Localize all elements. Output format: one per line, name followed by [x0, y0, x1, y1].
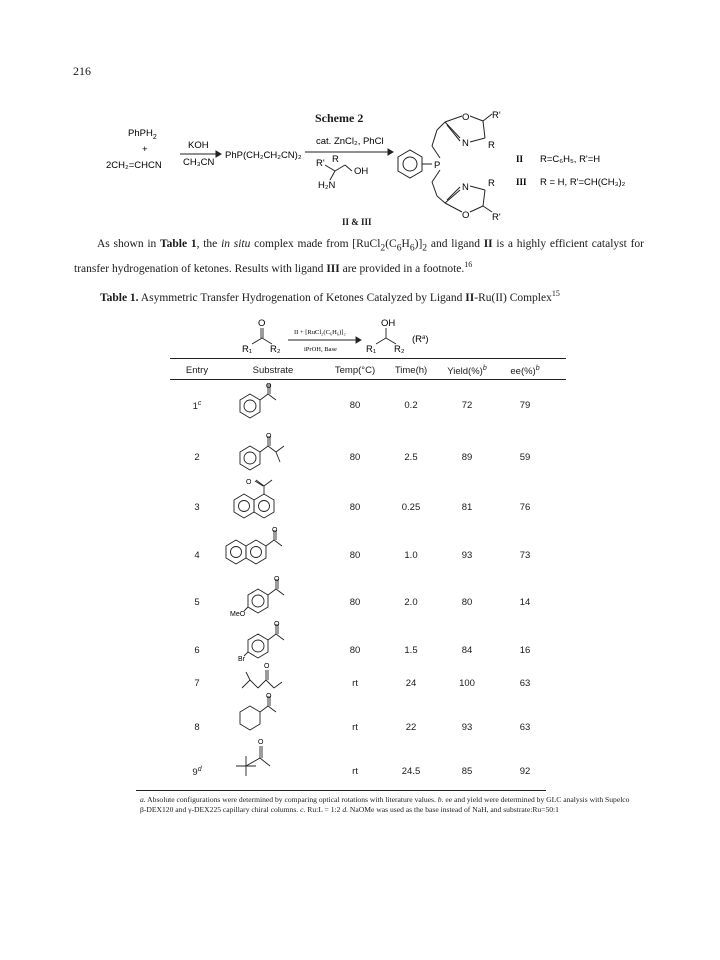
- row-5-time: 2.0: [404, 597, 418, 608]
- row-8-time: 22: [405, 722, 417, 733]
- condition-zncl2: cat. ZnCl₂, PhCl: [316, 136, 384, 147]
- row-8-temp: rt: [352, 722, 358, 733]
- table-reaction-scheme: [240, 318, 520, 360]
- condition-r-prime: R': [316, 158, 325, 169]
- substrate-1-acetonaphthone: [234, 480, 274, 518]
- row-7-entry: 7: [194, 678, 200, 689]
- row-4-entry: 4: [194, 550, 200, 561]
- row-2-ee: 59: [519, 452, 531, 463]
- reaction-oh-label: OH: [381, 318, 396, 329]
- row-9-ee: 92: [519, 766, 531, 777]
- ligand-label: II & III: [342, 217, 372, 227]
- ligand-ii-definition: R=C₆H₅, R'=H: [540, 154, 601, 165]
- row-6-temp: 80: [349, 645, 361, 656]
- substrate-aliphatic-ketone: [242, 670, 282, 688]
- condition-oh: OH: [354, 166, 369, 177]
- entry2-o: O: [266, 433, 272, 440]
- body-paragraph: As shown in Table 1, the in situ complex made from $[RuCl_2(C_6H_6)]_2$ and ligand II is a highly efficient catalyst for transfer hydrogenation of ketones. Results with ligand III are provided in a footnote.$^{16}$: [74, 238, 644, 276]
- methoxy-label: MeO: [230, 611, 246, 618]
- atom-o-top: O: [462, 112, 470, 123]
- entry1-o: O: [266, 383, 272, 390]
- row-6-ee: 16: [519, 645, 531, 656]
- substrate-2-acetonaphthone: [226, 530, 282, 564]
- atom-o-bottom: O: [462, 210, 470, 221]
- row-5-yield: 80: [461, 597, 473, 608]
- row-7-yield: 100: [459, 678, 475, 689]
- header-temp: Temp(°C): [334, 365, 376, 376]
- scheme-2-diagram: [80, 108, 680, 238]
- row-5-entry: 5: [194, 597, 200, 608]
- row-4-temp: 80: [349, 550, 361, 561]
- table-top-rule: [170, 358, 566, 359]
- reactant-phph2: PhPH$_2$: [128, 128, 157, 141]
- substrate-4-bromoacetophenone: [244, 624, 284, 658]
- row-7-temp: rt: [352, 678, 358, 689]
- substrate-cyclohexyl-methyl-ketone: [240, 696, 276, 730]
- table-caption: Table 1. Asymmetric Transfer Hydrogenation of Ketones Catalyzed by Ligand II-Ru(II) Complex$^{15}$: [100, 289, 560, 304]
- footnote-ref-16: 16: [464, 260, 473, 270]
- atom-r-prime-bottom: R': [492, 212, 501, 223]
- condition-r: R: [332, 154, 339, 165]
- row-8-ee: 63: [519, 722, 531, 733]
- entry4-o: O: [272, 527, 278, 534]
- condition-h2n: H₂N: [318, 180, 336, 191]
- row-2-time: 2.5: [404, 452, 418, 463]
- header-yield: Yield(%)$^b$: [447, 365, 487, 378]
- row-8-entry: 8: [194, 722, 200, 733]
- reaction-r1-left: R₁: [242, 344, 253, 355]
- header-ee: ee(%)$^b$: [510, 365, 540, 378]
- ligand-iii-definition: R = H, R'=CH(CH₃)₂: [540, 177, 626, 188]
- reaction-r2-left: R₂: [270, 344, 281, 355]
- entry8-o: O: [266, 693, 272, 700]
- row-3-entry: 3: [194, 502, 200, 513]
- atom-n-bottom: N: [462, 182, 469, 193]
- row-4-yield: 93: [461, 550, 473, 561]
- entry9-o: O: [258, 739, 264, 746]
- row-7-time: 24: [405, 678, 417, 689]
- table-bottom-rule: [136, 790, 546, 791]
- row-9-time: 24.5: [401, 766, 421, 777]
- atom-r-bottom: R: [488, 178, 495, 189]
- atom-r-prime-top: R': [492, 110, 501, 121]
- reagent-koh: KOH: [188, 140, 209, 151]
- header-substrate: Substrate: [252, 365, 294, 376]
- bromo-label: Br: [238, 656, 245, 663]
- reaction-product-config: $(R^a)$: [412, 334, 429, 345]
- row-1-temp: 80: [349, 400, 361, 411]
- row-1-entry: 1$^c$: [192, 400, 202, 413]
- intermediate-phosphine: PhP(CH₂CH₂CN)₂: [225, 150, 302, 161]
- row-6-entry: 6: [194, 645, 200, 656]
- row-8-yield: 93: [461, 722, 473, 733]
- reaction-r2-right: R₂: [394, 344, 405, 355]
- entry6-o: O: [274, 621, 280, 628]
- row-3-ee: 76: [519, 502, 531, 513]
- plus-sign: +: [142, 144, 148, 155]
- entry5-o: O: [274, 576, 280, 583]
- reaction-reagent-bottom: iPrOH, Base: [304, 346, 337, 353]
- row-3-yield: 81: [461, 502, 473, 513]
- header-time: Time(h): [394, 365, 428, 376]
- header-entry: Entry: [185, 365, 209, 376]
- reaction-r1-right: R₁: [366, 344, 377, 355]
- substrate-4-methoxyacetophenone: [244, 579, 284, 613]
- reaction-reagent-top: II + [RuCl₂(C₆H₆)]₂: [294, 329, 346, 336]
- substrate-isobutyrophenone: [240, 436, 284, 470]
- page-number: 216: [73, 64, 91, 78]
- row-4-time: 1.0: [404, 550, 418, 561]
- atom-p: P: [434, 160, 441, 171]
- row-9-yield: 85: [461, 766, 473, 777]
- row-5-temp: 80: [349, 597, 361, 608]
- ligand-ii-number: II: [516, 154, 524, 164]
- row-3-time: 0.25: [401, 502, 421, 513]
- row-2-temp: 80: [349, 452, 361, 463]
- row-1-yield: 72: [461, 400, 473, 411]
- row-9-temp: rt: [352, 766, 358, 777]
- atom-r-top: R: [488, 140, 495, 151]
- row-2-entry: 2: [194, 452, 200, 463]
- row-7-ee: 63: [519, 678, 531, 689]
- ligand-iii-number: III: [516, 177, 527, 187]
- reaction-o-label: O: [258, 318, 266, 329]
- row-6-time: 1.5: [404, 645, 418, 656]
- scheme-title: Scheme 2: [315, 111, 364, 125]
- row-4-ee: 73: [519, 550, 531, 561]
- substrate-pinacolone: [236, 746, 270, 776]
- row-5-ee: 14: [519, 597, 531, 608]
- row-1-ee: 79: [519, 400, 531, 411]
- reactant-acrylonitrile: 2CH₂=CHCN: [106, 160, 162, 171]
- row-3-temp: 80: [349, 502, 361, 513]
- entry7-o: O: [264, 663, 270, 670]
- row-1-time: 0.2: [404, 400, 418, 411]
- table-footnote: a. Absolute configurations were determined by comparing optical rotations with literature values. b. ee and yield were determined by GLC analysis with Supelco β-DEX120 and γ-DEX225 capillary chiral columns. c. Ru:L = 1:2 d. NaOMe was used as the base instead of NaH, and substrate:Ru=50:1: [140, 795, 630, 814]
- entry3-o: O: [246, 479, 252, 486]
- row-2-yield: 89: [461, 452, 473, 463]
- row-9-entry: 9$^d$: [192, 766, 202, 779]
- atom-n-top: N: [462, 138, 469, 149]
- table-reference: Table 1: [160, 238, 197, 250]
- solvent-ch3cn: CH₃CN: [183, 157, 215, 168]
- row-6-yield: 84: [461, 645, 473, 656]
